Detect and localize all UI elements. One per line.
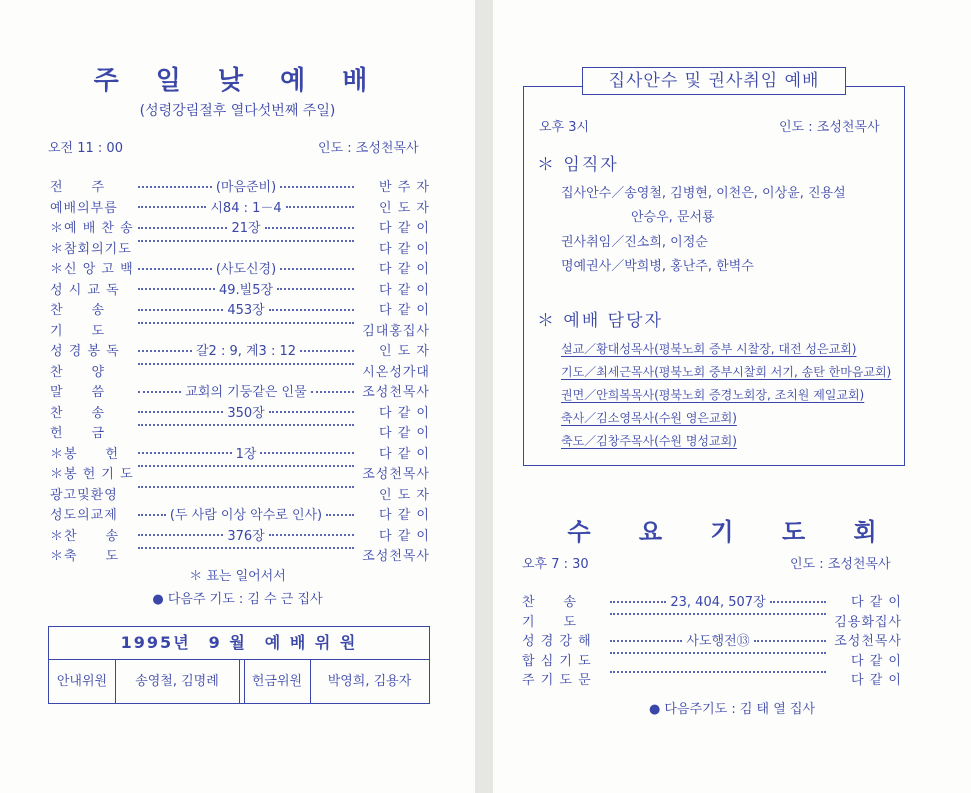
order-row	[50, 484, 430, 504]
order-content: 시84 : 1－4	[210, 200, 282, 216]
order-leader-person: 다 같 이	[379, 508, 430, 523]
staff-heading: ＊ 예배 담당자	[537, 311, 663, 331]
order-leader	[138, 484, 354, 488]
order-item: 찬 양	[50, 364, 106, 380]
order-content: (두 사람 이상 악수로 인사)	[169, 508, 323, 523]
order-leader-person: 인 도 자	[379, 344, 430, 359]
staff-line: 축도／김창주목사(수원 명성교회)	[561, 434, 737, 448]
order-leader	[138, 197, 354, 216]
order-content: 교회의 기둥같은 인물	[185, 385, 307, 400]
order-item: 말 씀	[50, 385, 106, 400]
order-leader	[138, 238, 354, 242]
stand-note: ＊ 표는 일어서서	[189, 569, 286, 584]
order-leader-person: 조성천목사	[834, 634, 902, 649]
order-item: 주 기 도 문	[522, 673, 592, 688]
order-leader	[610, 630, 826, 649]
order-row	[50, 443, 430, 463]
order-content: 49.빌5장	[218, 282, 274, 298]
order-item: 찬 송	[50, 405, 106, 421]
order-row	[522, 611, 902, 631]
order-item: 찬 송	[50, 303, 106, 318]
order-leader	[138, 258, 354, 277]
order-item: 헌 금	[50, 426, 106, 441]
order-item: ＊참회의기도	[50, 241, 132, 257]
order-leader-person: 다 같 이	[379, 446, 430, 462]
order-content: 사도행전⑬	[686, 634, 750, 649]
order-row	[50, 545, 430, 565]
order-leader-person: 다 같 이	[379, 405, 430, 421]
order-leader-person: 반 주 자	[379, 180, 430, 195]
order-content: 23, 404, 507장	[670, 595, 766, 610]
order-content: 350장	[227, 405, 265, 421]
order-leader-person: 다 같 이	[851, 595, 902, 610]
candidate-line: 안승우, 문서룡	[631, 210, 715, 225]
order-row	[50, 238, 430, 258]
order-leader	[138, 463, 354, 467]
order-content: 1장	[235, 446, 257, 462]
wednesday-prayer-title: 수 요 기 도 회	[567, 517, 897, 546]
wednesday-next-prayer: ● 다음주기도 : 김 태 열 집사	[648, 702, 816, 717]
order-leader-person: 조성천목사	[362, 467, 430, 482]
order-leader-person: 조성천목사	[362, 385, 430, 400]
order-leader	[610, 650, 826, 654]
order-item: ＊예 배 찬 송	[50, 221, 134, 236]
worship-committee-table	[48, 626, 430, 704]
order-item: 찬 송	[522, 595, 578, 610]
order-leader	[138, 443, 354, 462]
order-row	[50, 422, 430, 442]
order-row	[50, 279, 430, 299]
order-item: 광고및환영	[50, 487, 118, 503]
staff-line: 권면／안희복목사(평북노회 증경노회장, 조치원 제일교회)	[561, 388, 865, 402]
order-row	[522, 630, 902, 650]
order-content: 갈2 : 9, 계3 : 12	[195, 344, 297, 359]
offering-label: 헌금위원	[251, 674, 303, 689]
order-content: (마음준비)	[215, 180, 277, 195]
wednesday-time: 오후 7 : 30	[522, 557, 589, 572]
order-leader-person: 다 같 이	[379, 221, 430, 236]
order-leader-person: 김용화집사	[834, 614, 902, 630]
order-row	[50, 217, 430, 237]
order-item: ＊봉 헌	[50, 446, 120, 462]
order-leader	[138, 422, 354, 426]
order-leader-person: 다 같 이	[379, 262, 430, 277]
order-leader-person: 다 같 이	[379, 303, 430, 318]
order-row	[522, 591, 902, 611]
order-leader-person: 인 도 자	[379, 200, 430, 216]
order-content: 453장	[227, 303, 265, 318]
order-item: 기 도	[522, 614, 578, 630]
service-time: 오전 11 : 00	[48, 141, 123, 156]
order-item: 전 주	[50, 180, 106, 195]
order-row	[50, 361, 430, 381]
order-content: 376장	[227, 528, 265, 544]
order-item: 성 경 강 해	[522, 634, 592, 649]
order-leader	[610, 669, 826, 673]
order-leader	[138, 299, 354, 318]
order-item: 기 도	[50, 323, 106, 339]
order-row	[522, 669, 902, 689]
order-leader	[138, 217, 354, 236]
order-row	[50, 402, 430, 422]
order-leader	[138, 279, 354, 298]
order-row	[50, 381, 430, 401]
ordination-title: 집사안수 및 권사취임 예배	[582, 67, 846, 95]
order-content: (사도신경)	[215, 262, 277, 277]
order-row	[50, 525, 430, 545]
order-content: 21장	[231, 221, 261, 236]
order-item: ＊찬 송	[50, 528, 120, 544]
candidates-heading: ＊ 임직자	[537, 155, 619, 175]
order-leader-person: 다 같 이	[379, 241, 430, 257]
order-leader	[138, 402, 354, 421]
candidate-line: 권사취임／진소희, 이정순	[561, 235, 708, 250]
service-subtitle: (성령강림절후 열다섯번째 주일)	[139, 103, 336, 119]
staff-line: 설교／황대성목사(평북노회 증부 시찰장, 대전 성은교회)	[561, 342, 857, 356]
offering-names: 박영희, 김용자	[327, 674, 412, 689]
order-leader-person: 다 같 이	[379, 426, 430, 441]
staff-line: 축사／김소영목사(수원 영은교회)	[561, 411, 737, 425]
candidate-line: 집사안수／송영철, 김병현, 이천은, 이상윤, 진용설	[561, 186, 846, 201]
order-item: 성 시 교 독	[50, 282, 120, 298]
left-page	[0, 0, 475, 793]
order-leader-person: 김대홍집사	[362, 323, 430, 339]
order-leader-person: 다 같 이	[379, 282, 430, 298]
staff-line: 기도／최세근목사(평북노회 중부시찰회 서기, 송탄 한마음교회)	[561, 365, 892, 379]
order-row	[50, 463, 430, 483]
order-row	[50, 340, 430, 360]
service-title: 주 일 낮 예 배	[93, 66, 382, 96]
order-leader	[138, 525, 354, 544]
order-row	[522, 650, 902, 670]
order-leader	[138, 381, 354, 400]
order-item: ＊축 도	[50, 549, 120, 564]
candidate-line: 명예권사／박희병, 홍난주, 한벽수	[561, 259, 754, 274]
order-leader	[138, 504, 354, 523]
order-leader	[138, 361, 354, 365]
next-week-prayer: ● 다음주 기도 : 김 수 근 집사	[152, 592, 323, 607]
order-leader-person: 조성천목사	[362, 549, 430, 564]
order-row	[50, 299, 430, 319]
wednesday-presider: 인도 : 조성천목사	[790, 557, 891, 572]
order-item: 예배의부름	[50, 200, 118, 216]
guide-label: 안내위원	[56, 674, 108, 689]
order-leader-person: 시온성가대	[362, 364, 430, 380]
service-presider: 인도 : 조성천목사	[318, 141, 419, 156]
guide-names: 송영철, 김명례	[135, 674, 219, 689]
order-row	[50, 258, 430, 278]
order-leader-person: 다 같 이	[851, 673, 902, 688]
order-leader	[610, 611, 826, 615]
ordination-time: 오후 3시	[539, 120, 590, 135]
order-leader	[138, 545, 354, 549]
order-item: 성 경 봉 독	[50, 344, 120, 359]
order-item: 성도의교제	[50, 508, 118, 523]
order-leader	[138, 320, 354, 324]
order-row	[50, 176, 430, 196]
ordination-presider: 인도 : 조성천목사	[779, 120, 880, 135]
order-row	[50, 320, 430, 340]
order-leader	[138, 176, 354, 195]
order-row	[50, 197, 430, 217]
order-leader-person: 인 도 자	[379, 487, 430, 503]
order-item: ＊신 앙 고 백	[50, 262, 134, 277]
order-leader	[138, 340, 354, 359]
order-leader-person: 다 같 이	[851, 653, 902, 669]
order-row	[50, 504, 430, 524]
order-leader-person: 다 같 이	[379, 528, 430, 544]
order-leader	[610, 591, 826, 610]
order-item: ＊봉 헌 기 도	[50, 467, 134, 482]
order-item: 합 심 기 도	[522, 653, 592, 669]
committee-title: 1995년 9 월 예 배 위 원	[49, 627, 429, 660]
